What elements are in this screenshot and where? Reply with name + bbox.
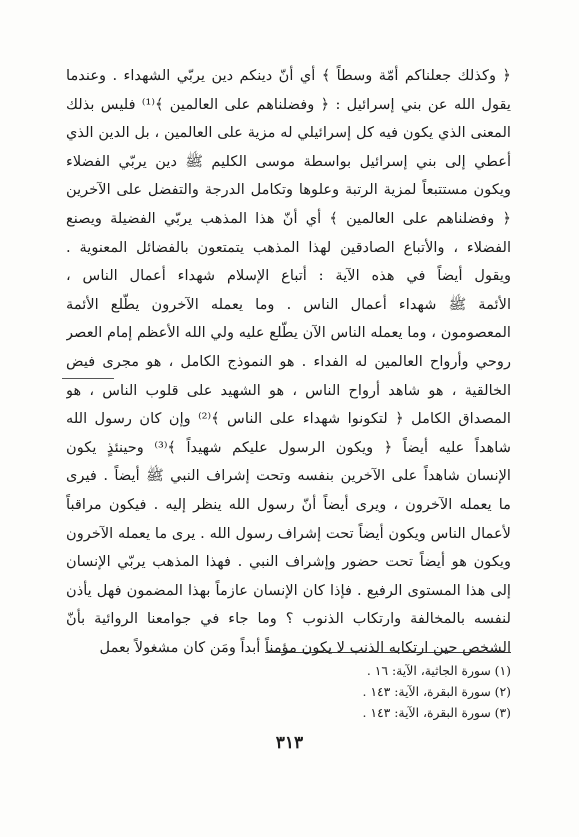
footnote: (٢) سورة البقرة، الآية: ١٤٣ . xyxy=(362,684,511,699)
text-line: لنفسه بالمخالفة وارتكاب الذنوب ؟ وما جاء في جوامعنا الروائية بأنّ xyxy=(66,610,511,628)
text-line: أعطي إلى بني إسرائيل بواسطة موسى الكليم ﷺ دين يربّي الفضلاء xyxy=(66,152,511,170)
text-line: الخالقية ، هو شاهد أرواح الناس ، هو الشهيد على قلوب الناس ، هو xyxy=(66,381,511,399)
text-line: الإنسان شاهداً على الآخرين بنفسه وتحت إشراف النبي ﷺ أيضاً . فيرى xyxy=(66,467,511,485)
text-line: الفضلاء ، والأتباع الصادقين لهذا المذهب يتمتعون بالفضائل المعنوية . xyxy=(66,238,511,256)
text-line: ﴿ وكذلك جعلناكم أمّة وسطاً ﴾ أي أنّ دينكم دين يربّي الشهداء . وعندما xyxy=(66,67,511,84)
text-line: ما يعمله الآخرون ، ويرى أيضاً أنّ رسول الله ينظر إليه . فيكون مراقباً xyxy=(66,495,511,513)
text-line: الأئمة ﷺ شهداء أعمال الناس . وما يعمله الآخرون يطّلع الأئمة xyxy=(66,295,511,313)
footnote: (٣) سورة البقرة، الآية: ١٤٣ . xyxy=(362,705,511,720)
text-line: الشخص حين ارتكابه الذنب لا يكون مؤمناً أبداً ومَن كان مشغولاً بعمل xyxy=(99,638,511,656)
text-line: لأعمال الناس ويكون أيضاً تحت إشراف رسول الله . يرى ما يعمله الآخرون xyxy=(66,524,511,542)
text-line: روحي وأرواح العالمين له الفداء . هو النموذج الكامل ، هو مجرى فيض xyxy=(66,352,511,370)
footnote-divider xyxy=(265,652,511,653)
body-text xyxy=(66,62,511,662)
margin-mark xyxy=(62,378,114,379)
text-line: ﴿ وفضلناهم على العالمين ﴾ أي أنّ هذا المذهب يربّي الفضيلة ويصنع xyxy=(66,209,511,227)
text-line: المعنى الذي يكون فيه كل إسرائيلي له مزية على العالمين ، بل الدين الذي xyxy=(66,124,511,142)
text-line: ويكون مستتبعاً لمزية الرتبة وعلوها وتكامل الدرجة والتفضل على الآخرين xyxy=(66,181,511,199)
text-line: المصداق الكامل ﴿ لتكونوا شهداء على الناس ﴾⁽²⁾ وإن كان رسول الله xyxy=(66,410,511,428)
text-line: ويكون هو أيضاً تحت حضور وإشراف النبي . فهذا المذهب يربّي الإنسان xyxy=(66,553,511,571)
text-line: شاهداً عليه أيضاً ﴿ ويكون الرسول عليكم شهيداً ﴾⁽³⁾ وحينئذٍ يكون xyxy=(66,438,511,456)
text-line: إلى هذا المستوى الرفيع . فإذا كان الإنسان عازماً بهذا المضمون فهل يأذن xyxy=(66,581,511,599)
footnote: (١) سورة الجاثية، الآية: ١٦ . xyxy=(366,663,511,678)
text-line: يقول الله عن بني إسرائيل : ﴿ وفضلناهم على العالمين ﴾⁽¹⁾ فليس بذلك xyxy=(66,95,511,113)
footnotes xyxy=(362,660,511,723)
text-line: ويقول أيضاً في هذه الآية : أتباع الإسلام شهداء أعمال الناس ، xyxy=(66,267,511,285)
text-line: المعصومون ، وما يعمله الناس الآن يطّلع عليه ولي الله الأعظم إمام العصر xyxy=(66,324,511,342)
page-number: ٣١٣ xyxy=(275,733,304,753)
